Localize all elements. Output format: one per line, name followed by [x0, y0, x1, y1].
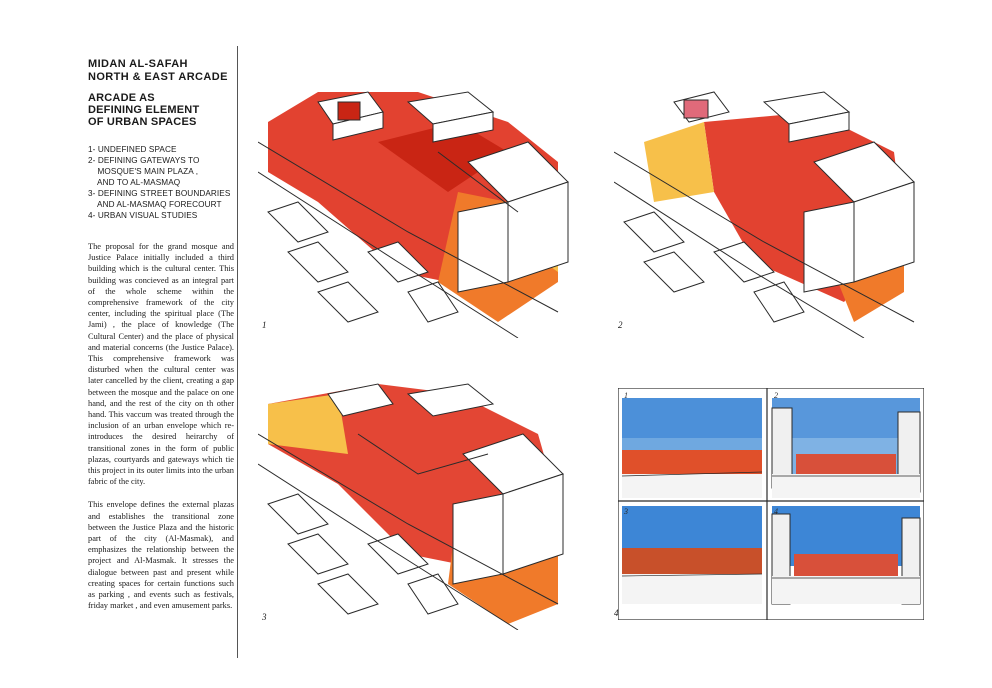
- list-item: 1- UNDEFINED SPACE: [88, 145, 177, 154]
- text-column: [88, 58, 234, 612]
- subtitle-line-2: DEFINING ELEMENT: [88, 104, 200, 116]
- sketch-label: 4: [774, 507, 778, 516]
- axonometric-sketch-1: [258, 82, 584, 338]
- urban-visual-studies: [614, 388, 924, 620]
- axonometric-sketch-2: [614, 82, 924, 338]
- panel-number: 1: [262, 320, 267, 330]
- axonometric-sketch-3: [258, 374, 584, 630]
- subtitle-line-3: OF URBAN SPACES: [88, 116, 197, 128]
- list-item: AND TO AL-MASMAQ: [88, 178, 181, 187]
- list-item: 4- URBAN VISUAL STUDIES: [88, 211, 198, 220]
- perspective-sketch-grid: [618, 388, 924, 620]
- panel-number: 2: [618, 320, 623, 330]
- sketch-label: 3: [624, 507, 628, 516]
- title-line-2: NORTH & EAST ARCADE: [88, 71, 228, 83]
- column-divider: [237, 46, 238, 658]
- list-item: 3- DEFINING STREET BOUNDARIES: [88, 189, 231, 198]
- page-subtitle: [88, 92, 234, 128]
- title-line-1: MIDAN AL-SAFAH: [88, 58, 188, 70]
- page-title: [88, 58, 234, 84]
- body-paragraph-2: This envelope defines the external plazas and establishes the transitional zone between the Justice Plaza and the historic part of the city (Al-Masmak), and emphasizes the relationship between the project and Al-Masmak. It stresses the dialogue between past and present while creating spaces for certain functions such as parking , and events such as festivals, friday market , and even amusement parks.: [88, 500, 234, 611]
- list-item: 2- DEFINING GATEWAYS TO: [88, 156, 200, 165]
- list-item: MOSQUE'S MAIN PLAZA ,: [88, 167, 199, 176]
- list-item: AND AL-MASMAQ FORECOURT: [88, 200, 222, 209]
- axonometric-drawing: [258, 82, 584, 338]
- panel-number: 3: [262, 612, 267, 622]
- subtitle-line-1: ARCADE AS: [88, 92, 155, 104]
- body-paragraph-1: The proposal for the grand mosque and Justice Palace initially included a third building which is the cultural center. This building was concieved as an integral part of the whole scheme within the comprehensive framework of the city center, including the spiritual place (The Jami) , the place of knowledge (The Cultural Center) and the place of physical and material concerns (the Justice Palace). This comprehensive framework was disturbed when the cultural center was later cancelled by the client, creating a gap between the mosque and the palace on one hand, and the rest of the city on th other hand. This vaccum was treated through the inclusion of an urban envelope which re-introduces the desired heirarchy of transitional zones in the form of public plazas, courtyards and gateways which tie this project in its outer limits into the urban fabric of the city.: [88, 242, 234, 487]
- axonometric-drawing: [614, 82, 924, 338]
- sketch-label: 2: [774, 391, 778, 400]
- stage-list: [88, 144, 234, 221]
- axonometric-drawing: [258, 374, 584, 630]
- panel-number: 4: [614, 608, 619, 618]
- sketch-label: 1: [624, 391, 628, 400]
